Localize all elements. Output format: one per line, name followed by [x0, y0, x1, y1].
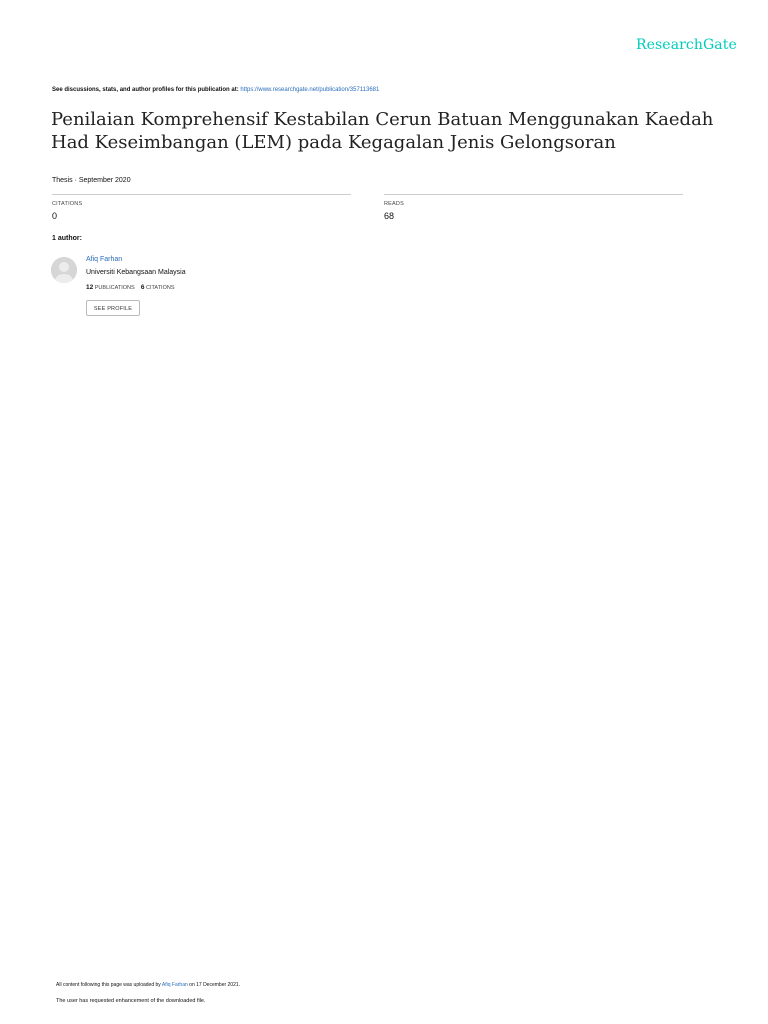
uploader-link[interactable]: Afiq Farhan	[161, 982, 188, 988]
author-stats	[86, 284, 175, 291]
author-publications-count: 12	[86, 284, 94, 291]
see-profile-button[interactable]: SEE PROFILE	[86, 300, 140, 316]
author-institution: Universiti Kebangsaan Malaysia	[86, 269, 186, 276]
publication-link[interactable]: https://www.researchgate.net/publication/357113681	[240, 87, 380, 93]
upload-notice	[56, 982, 240, 988]
user-silhouette-icon	[51, 257, 77, 283]
citations-divider	[52, 194, 351, 195]
paper-title: Penilaian Komprehensif Kestabilan Cerun Batuan Menggunakan Kaedah Had Keseimbangan (LEM) pada Kegagalan Jenis Gelongsoran	[51, 109, 714, 153]
author-avatar[interactable]	[51, 257, 77, 283]
researchgate-logo[interactable]: ResearchGate	[636, 37, 737, 53]
reads-label: READS	[384, 201, 404, 207]
authors-heading: 1 author:	[52, 235, 82, 242]
upload-notice-suffix: on 17 December 2021.	[189, 982, 241, 988]
citations-label: CITATIONS	[52, 201, 83, 207]
author-publications-label: PUBLICATIONS	[94, 285, 135, 291]
author-citations-count: 6	[140, 284, 145, 291]
author-citations-label: CITATIONS	[145, 285, 175, 291]
discussion-notice	[52, 87, 379, 93]
upload-notice-prefix: All content following this page was uploaded by	[56, 982, 161, 988]
enhancement-note: The user has requested enhancement of the downloaded file.	[56, 998, 206, 1004]
discussion-notice-text: See discussions, stats, and author profiles for this publication at:	[52, 87, 239, 93]
reads-value: 68	[384, 211, 395, 221]
publication-meta: Thesis · September 2020	[52, 177, 131, 184]
reads-divider	[384, 194, 683, 195]
author-name-link[interactable]: Afiq Farhan	[86, 256, 123, 263]
citations-value: 0	[52, 211, 58, 221]
